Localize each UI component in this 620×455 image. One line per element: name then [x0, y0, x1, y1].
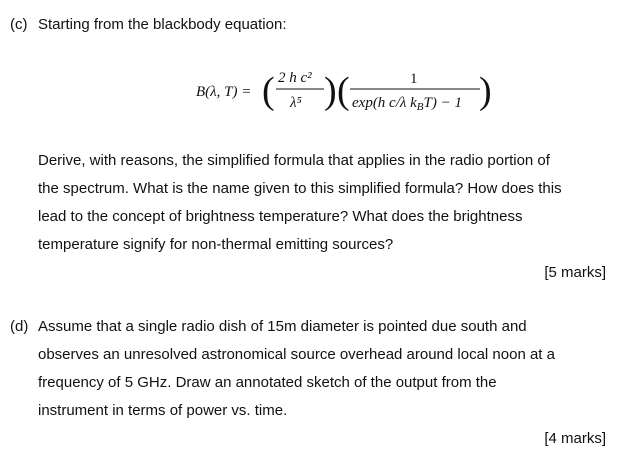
equation-frac2-denominator: exp(h c/λ $k_BT) - 1$ [352, 95, 462, 113]
part-d-line-1: Assume that a single radio dish of 15m diameter is pointed due south and [38, 318, 527, 335]
part-c-label: (c) [10, 16, 28, 33]
equation-frac1-denominator: λ⁵ [290, 95, 302, 111]
part-c-line-3: lead to the concept of brightness temperature? What does the brightness [38, 208, 523, 225]
part-d-marks: [4 marks] [544, 430, 606, 447]
equation-paren-close-2: ) [479, 70, 492, 112]
equation-lhs: B(λ, T) = [196, 84, 252, 100]
equation-frac1-numerator: 2 h c² [278, 70, 312, 86]
equation-paren-open-2: ( [337, 70, 350, 112]
part-d-label: (d) [10, 318, 29, 335]
part-c-line-1: Derive, with reasons, the simplified formula that applies in the radio portion of [38, 152, 550, 169]
part-d-line-2: observes an unresolved astronomical source overhead around local noon at a [38, 346, 555, 363]
equation-paren-open-1: ( [262, 70, 275, 112]
part-c-line-2: the spectrum. What is the name given to this simplified formula? How does this [38, 180, 562, 197]
part-d-line-3: frequency of 5 GHz. Draw an annotated sketch of the output from the [38, 374, 497, 391]
equation-frac2-numerator: 1 [410, 71, 418, 87]
part-d-line-4: instrument in terms of power vs. time. [38, 402, 288, 419]
part-c-line-4: temperature signify for non-thermal emitting sources? [38, 236, 394, 253]
part-c-marks: [5 marks] [544, 264, 606, 281]
part-c-heading: Starting from the blackbody equation: [38, 16, 287, 33]
equation-paren-close-1: ) [324, 70, 337, 112]
blackbody-equation [196, 66, 496, 116]
